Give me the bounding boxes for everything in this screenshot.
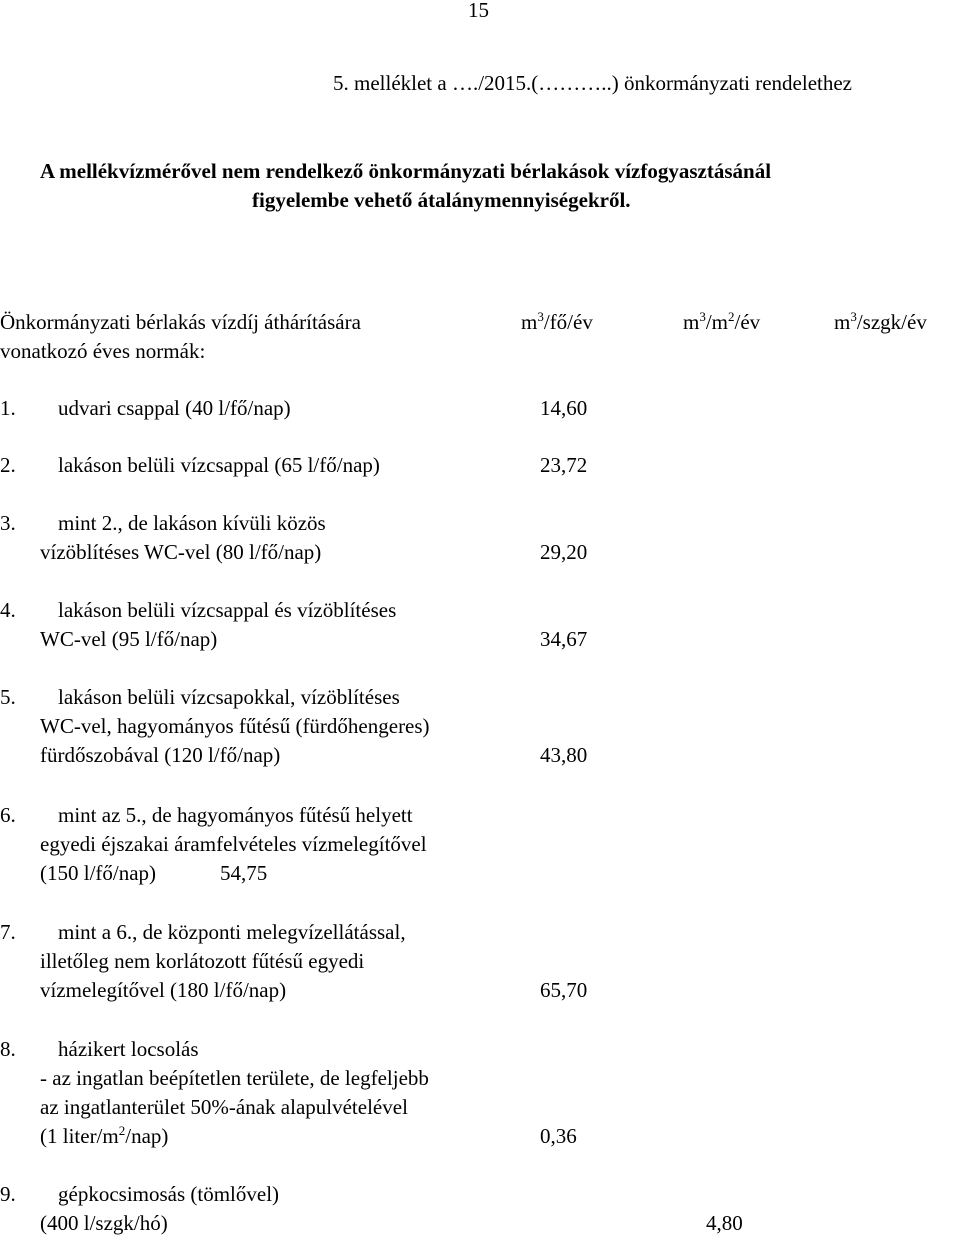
- list-item-number: 4.: [0, 598, 16, 622]
- list-item-text: házikert locsolás: [58, 1037, 199, 1061]
- list-item-text: udvari csappal (40 l/fő/nap): [58, 396, 291, 420]
- list-item-number: 2.: [0, 453, 16, 477]
- heading-line-1: A mellékvízmérővel nem rendelkező önkormányzati bérlakások vízfogyasztásánál: [40, 159, 772, 183]
- list-item-text: mint a 6., de központi melegvízellátással,: [58, 920, 406, 944]
- list-item-text: WC-vel, hagyományos fűtésű (fürdőhengeres): [40, 714, 430, 738]
- list-item-text: lakáson belüli vízcsapokkal, vízöblítéses: [58, 685, 400, 709]
- list-item-value: 43,80: [540, 743, 588, 767]
- list-item-text: egyedi éjszakai áramfelvételes vízmelegítővel: [40, 832, 427, 856]
- column-header-per-car: $m^3/szgk/év$: [834, 309, 927, 334]
- list-item-number: 3.: [0, 511, 16, 535]
- list-item-text: (400 l/szgk/hó): [40, 1211, 168, 1235]
- list-item-text: lakáson belüli vízcsappal és vízöblítéses: [58, 598, 397, 622]
- list-item-text: gépkocsimosás (tömlővel): [58, 1182, 280, 1206]
- list-item-number: 8.: [0, 1037, 16, 1061]
- list-item-text: fürdőszobával (120 l/fő/nap): [40, 743, 281, 767]
- list-item-number: 7.: [0, 920, 16, 944]
- heading-line-2: figyelembe vehető átalánymennyiségekről.: [252, 188, 631, 212]
- list-item-text: az ingatlanterület 50%-ának alapulvételével: [40, 1095, 408, 1119]
- list-item-value: 34,67: [540, 627, 588, 651]
- list-item-value: 14,60: [540, 396, 588, 420]
- list-item-value: 23,72: [540, 453, 588, 477]
- column-header-per-area: $m^3/m^2/év$: [683, 309, 761, 334]
- list-item-text: (1 liter/$m^2/nap$): [40, 1123, 169, 1148]
- list-item-value: 4,80: [706, 1211, 743, 1235]
- list-item-value: 29,20: [540, 540, 588, 564]
- list-item-value: 0,36: [540, 1124, 577, 1148]
- list-item-text: lakáson belüli vízcsappal (65 l/fő/nap): [58, 453, 380, 477]
- list-item-text: mint az 5., de hagyományos fűtésű helyett: [58, 803, 413, 827]
- list-item-value: 65,70: [540, 978, 588, 1002]
- page-number: 15: [468, 0, 489, 22]
- list-item-number: 9.: [0, 1182, 16, 1206]
- list-item-text: (150 l/fő/nap): [40, 861, 157, 885]
- list-item-value: 54,75: [220, 861, 268, 885]
- list-item-text: - az ingatlan beépítetlen területe, de legfeljebb: [40, 1066, 429, 1090]
- list-item-number: 6.: [0, 803, 16, 827]
- norms-label-line-1: Önkormányzati bérlakás vízdíj áthárítására: [0, 310, 361, 334]
- norms-label-line-2: vonatkozó éves normák:: [0, 339, 206, 363]
- list-item-text: WC-vel (95 l/fő/nap): [40, 627, 218, 651]
- list-item-number: 5.: [0, 685, 16, 709]
- annex-title: 5. melléklet a …./2015.(………..) önkormányzati rendelethez: [333, 71, 853, 95]
- column-header-per-person: $m^3/fő/év$: [521, 309, 593, 334]
- list-item-text: mint 2., de lakáson kívüli közös: [58, 511, 326, 535]
- list-item-text: vízöblítéses WC-vel (80 l/fő/nap): [40, 540, 322, 564]
- list-item-text: illetőleg nem korlátozott fűtésű egyedi: [40, 949, 365, 973]
- list-item-number: 1.: [0, 396, 16, 420]
- list-item-text: vízmelegítővel (180 l/fő/nap): [40, 978, 287, 1002]
